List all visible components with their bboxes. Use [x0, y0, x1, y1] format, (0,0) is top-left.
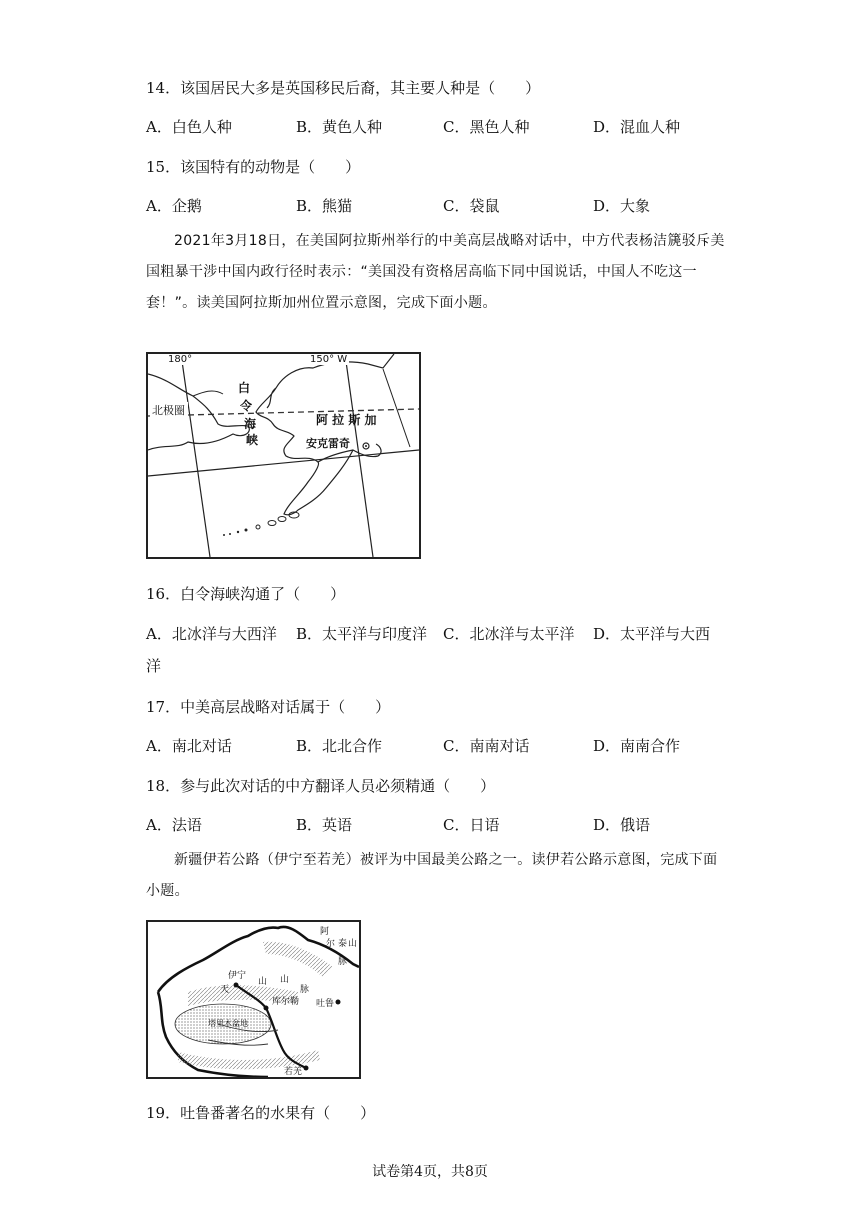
tianshan-label-3: 山 — [280, 975, 290, 985]
option-c: C．北冰洋与太平洋 — [443, 625, 575, 643]
question-16-option-d-wrap: 洋 — [146, 657, 162, 675]
altai-label-4: 山 — [348, 939, 358, 949]
ruoqiang-marker — [304, 1066, 309, 1071]
option-d: D．俄语 — [593, 816, 651, 834]
option-b: B．太平洋与印度洋 — [296, 625, 428, 643]
bering-label-3: 海 — [244, 417, 257, 431]
question-15-options — [146, 196, 726, 216]
option-b: B．英语 — [296, 816, 353, 834]
tianshan-label-2: 山 — [258, 977, 268, 987]
meridian-east — [383, 369, 410, 447]
xinjiang-map-figure — [146, 920, 361, 1079]
alaska-map — [148, 354, 419, 557]
option-b: B．黄色人种 — [296, 118, 383, 136]
option-a: A．北冰洋与大西洋 — [146, 625, 277, 643]
arctic-circle-label: 北极圈 — [152, 404, 185, 417]
passage-xinjiang: 新疆伊若公路（伊宁至若羌）被评为中国最美公路之一。读伊若公路示意图，完成下面小题。 — [146, 852, 718, 899]
option-d: D．混血人种 — [593, 118, 681, 136]
bering-label-2: 令 — [240, 399, 253, 413]
question-17-stem: 17．中美高层战略对话属于（ ） — [146, 698, 391, 716]
anchorage-label: 安克雷奇 — [306, 437, 350, 450]
page-footer: 试卷第4页，共8页 — [372, 1164, 488, 1180]
option-a: A．法语 — [146, 816, 202, 834]
ruoqiang-label: 若羌 — [284, 1067, 303, 1077]
question-15-stem: 15．该国特有的动物是（ ） — [146, 158, 361, 176]
turpan-label: 吐鲁 — [316, 999, 335, 1009]
yining-label: 伊宁 — [228, 971, 247, 981]
altai-label-2: 尔 — [326, 939, 336, 949]
option-d: D．太平洋与大西 — [593, 625, 711, 643]
option-a: A．白色人种 — [146, 118, 232, 136]
tarim-label: 塔里木盆地 — [208, 1019, 248, 1028]
passage-alaska: 2021年3月18日，在美国阿拉斯州举行的中美高层战略对话中，中方代表杨洁篪驳斥美国粗暴干涉中国内政行径时表示：“美国没有资格居高临下同中国说话，中国人不吃这一套！”。读美国阿拉斯加州位置示意图，完成下面小题。 — [146, 233, 725, 311]
tianshan-label-1: 天 — [220, 985, 230, 995]
parallel — [148, 450, 419, 476]
question-17-options — [146, 736, 726, 756]
altai-label-1: 阿 — [320, 927, 330, 937]
turpan-marker — [336, 1000, 341, 1005]
altai-label-3: 泰 — [338, 939, 348, 949]
question-18-options — [146, 815, 726, 835]
option-d: D．南南合作 — [593, 737, 681, 755]
option-a: A．企鹅 — [146, 197, 202, 215]
altai-label-5: 脉 — [338, 957, 348, 967]
tianshan-label-4: 脉 — [300, 985, 310, 995]
question-18-stem: 18．参与此次对话的中方翻译人员必须精通（ ） — [146, 777, 496, 795]
option-c: C．黑色人种 — [443, 118, 530, 136]
xinjiang-map — [148, 922, 359, 1077]
korla-marker — [264, 1006, 269, 1011]
option-a: A．南北对话 — [146, 737, 232, 755]
meridian-180 — [181, 354, 210, 557]
bering-label-4: 峡 — [246, 433, 259, 447]
option-d: D．大象 — [593, 197, 651, 215]
korla-label: 库尔勒 — [272, 997, 300, 1007]
lon-180-label: 180° — [168, 354, 193, 365]
option-c: C．日语 — [443, 816, 500, 834]
option-c: C．袋鼠 — [443, 197, 500, 215]
altai-range — [263, 942, 333, 977]
question-14-stem: 14．该国居民大多是英国移民后裔，其主要人种是（ ） — [146, 79, 541, 97]
question-19-stem: 19．吐鲁番著名的水果有（ ） — [146, 1104, 376, 1122]
question-16-options — [146, 624, 726, 644]
alaska-map-figure — [146, 352, 421, 559]
option-c: C．南南对话 — [443, 737, 530, 755]
bering-label-1: 白 — [238, 381, 251, 395]
yining-marker — [234, 983, 239, 988]
alaska-label: 阿 拉 斯 加 — [316, 413, 377, 427]
question-16-stem: 16．白令海峡沟通了（ ） — [146, 585, 346, 603]
option-b: B．北北合作 — [296, 737, 383, 755]
option-b: B．熊猫 — [296, 197, 353, 215]
question-14-options — [146, 117, 726, 137]
lon-150w-label: 150° W — [310, 354, 348, 365]
